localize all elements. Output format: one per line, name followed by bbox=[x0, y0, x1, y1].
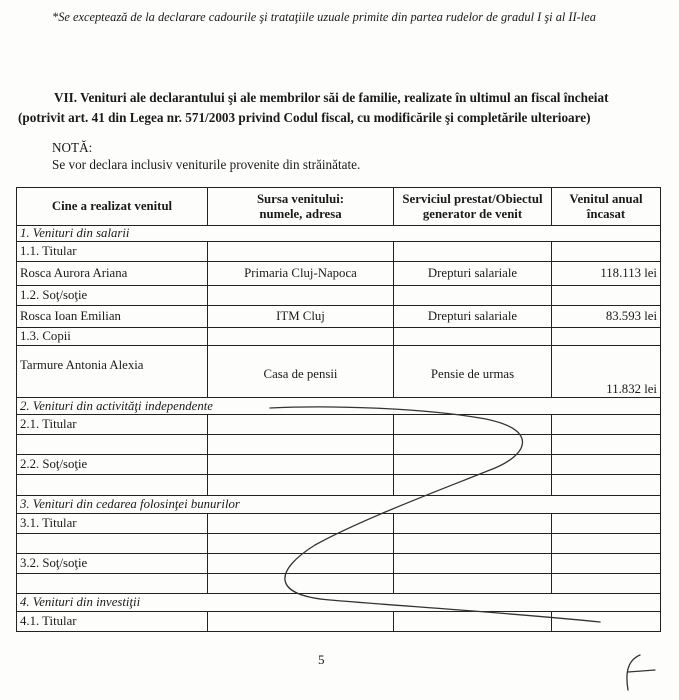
table-header-row bbox=[17, 188, 661, 226]
category-independent: 2. Venituri din activităţi independente bbox=[17, 398, 661, 415]
category-salaries: 1. Venituri din salarii bbox=[17, 226, 661, 242]
table-row bbox=[17, 306, 661, 328]
nota-text: Se vor declara inclusiv veniturile provenite din străinătate. bbox=[52, 157, 361, 172]
header-service bbox=[394, 188, 552, 226]
row-label: 1.3. Copii bbox=[17, 328, 208, 346]
table-row bbox=[17, 534, 661, 554]
category-row bbox=[17, 496, 661, 514]
row-label: 4.1. Titular bbox=[17, 612, 208, 632]
category-investments: 4. Venituri din investiţii bbox=[17, 594, 661, 612]
nota bbox=[52, 139, 360, 173]
nota-label: NOTĂ: bbox=[52, 140, 93, 155]
table-row bbox=[17, 262, 661, 286]
header-source-line2: numele, adresa bbox=[259, 206, 342, 221]
header-source bbox=[208, 188, 394, 226]
income-service: Pensie de urmas bbox=[394, 346, 552, 398]
row-label: 3.1. Titular bbox=[17, 514, 208, 534]
category-row bbox=[17, 594, 661, 612]
table-row bbox=[17, 455, 661, 475]
table-row bbox=[17, 475, 661, 496]
table-row bbox=[17, 435, 661, 455]
income-amount: 118.113 lei bbox=[552, 262, 661, 286]
income-source: ITM Cluj bbox=[208, 306, 394, 328]
row-label: 1.1. Titular bbox=[17, 242, 208, 262]
table-row bbox=[17, 415, 661, 435]
person-name: Tarmure Antonia Alexia bbox=[17, 346, 208, 398]
section-title-line1: VII. Venituri ale declarantului şi ale membrilor săi de familie, realizate în ultimul an fiscal încheiat bbox=[54, 90, 609, 105]
income-service: Drepturi salariale bbox=[394, 306, 552, 328]
header-source-line1: Sursa venitului: bbox=[256, 191, 345, 206]
table-row bbox=[17, 328, 661, 346]
table-row bbox=[17, 574, 661, 594]
header-service-line2: generator de venit bbox=[422, 206, 523, 221]
header-amount bbox=[552, 188, 661, 226]
table-row bbox=[17, 554, 661, 574]
row-label: 2.2. Soţ/soţie bbox=[17, 455, 208, 475]
row-label: 3.2. Soţ/soţie bbox=[17, 554, 208, 574]
income-source: Casa de pensii bbox=[208, 346, 394, 398]
category-property-use: 3. Venituri din cedarea folosinţei bunurilor bbox=[17, 496, 661, 514]
row-label: 2.1. Titular bbox=[17, 415, 208, 435]
income-source: Primaria Cluj-Napoca bbox=[208, 262, 394, 286]
category-row bbox=[17, 226, 661, 242]
income-amount: 83.593 lei bbox=[552, 306, 661, 328]
footnote: *Se exceptează de la declarare cadourile şi trataţiile uzuale primite din partea rudelor de gradul I şi al II-lea bbox=[52, 10, 596, 24]
table-row bbox=[17, 346, 661, 398]
section-title-line2: (potrivit art. 41 din Legea nr. 571/2003 privind Codul fiscal, cu modificările şi completările ulterioare) bbox=[18, 110, 591, 125]
header-service-line1: Serviciul prestat/Obiectul bbox=[402, 191, 543, 206]
section-title bbox=[18, 88, 658, 128]
page-number: 5 bbox=[318, 652, 325, 667]
row-label: 1.2. Soţ/soţie bbox=[17, 286, 208, 306]
income-amount: 11.832 lei bbox=[552, 346, 661, 398]
income-service: Drepturi salariale bbox=[394, 262, 552, 286]
person-name: Rosca Ioan Emilian bbox=[17, 306, 208, 328]
table-row bbox=[17, 514, 661, 534]
table-row bbox=[17, 612, 661, 632]
person-name: Rosca Aurora Ariana bbox=[17, 262, 208, 286]
category-row bbox=[17, 398, 661, 415]
table-row bbox=[17, 286, 661, 306]
header-who: Cine a realizat venitul bbox=[17, 188, 208, 226]
income-table bbox=[16, 187, 661, 632]
header-amount-line2: încasat bbox=[586, 206, 626, 221]
header-amount-line1: Venitul anual bbox=[569, 191, 643, 206]
table-row bbox=[17, 242, 661, 262]
